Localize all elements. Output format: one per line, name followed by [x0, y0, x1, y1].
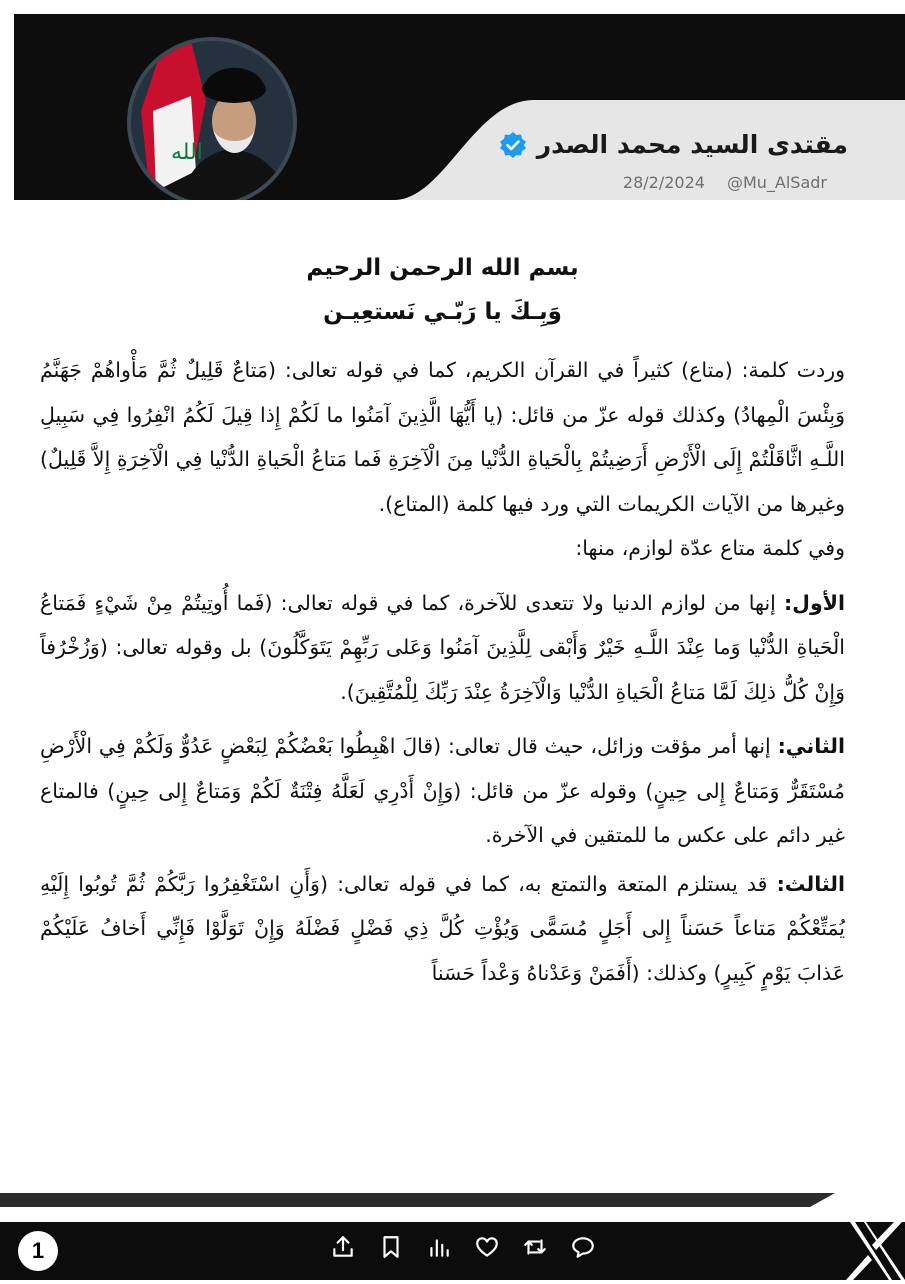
- third-point: [40, 862, 845, 996]
- profile-photo[interactable]: [127, 37, 297, 200]
- like-icon[interactable]: [472, 1232, 502, 1262]
- x-logo-icon: [846, 1222, 905, 1280]
- account-name[interactable]: مقتدى السيد محمد الصدر: [536, 130, 848, 159]
- profile-header: [14, 14, 905, 200]
- post-footer: [0, 1222, 905, 1280]
- second-point-label: الثاني:: [777, 734, 845, 758]
- views-icon[interactable]: [424, 1232, 454, 1262]
- post-text: [40, 250, 845, 995]
- first-point: [40, 581, 845, 715]
- first-point-label: الأول:: [783, 590, 845, 615]
- post-meta: [623, 173, 827, 192]
- divider: [0, 1193, 835, 1207]
- invocation-line: وَبِـكَ يا رَبّـي نَستعِيـن: [323, 299, 562, 325]
- third-point-label: الثالث:: [776, 871, 845, 896]
- first-point-text: إنها من لوازم الدنيا ولا تتعدى للآخرة، كما في قوله تعالى: (فَما أُوتِيتُمْ مِنْ شَيْءٍ فَمَتاعُ الْحَياةِ الدُّنْيا وَما عِنْدَ اللَّـهِ خَيْرٌ وَأَبْقى لِلَّذِينَ آمَنُوا وَعَلى رَبِّهِمْ يَتَوَكَّلُونَ) بل وقوله تعالى: (وَزُخْرُفاً وَإِنْ كُلُّ ذلِكَ لَمَّا مَتاعُ الْحَياةِ الدُّنْيا وَالْآخِرَةُ عِنْدَ رَبِّكَ لِلْمُتَّقِينَ).: [40, 590, 845, 704]
- page-number-badge: 1: [18, 1231, 58, 1271]
- svg-text:الله: الله: [171, 140, 203, 165]
- action-bar: [328, 1232, 598, 1262]
- bookmark-icon[interactable]: [376, 1232, 406, 1262]
- second-point-text: إنها أمر مؤقت وزائل، حيث قال تعالى: (قالَ اهْبِطُوا بَعْضُكُمْ لِبَعْضٍ عَدُوٌّ وَلَكُمْ فِي الْأَرْضِ مُسْتَقَرٌّ وَمَتاعٌ إِلى حِينٍ) وقوله عزّ من قائل: (وَإِنْ أَدْرِي لَعَلَّهُ فِتْنَةٌ لَكُمْ وَمَتاعٌ إِلى حِينٍ) فالمتاع غير دائم على عكس ما للمتقين في الآخرة.: [40, 734, 845, 847]
- repost-icon[interactable]: [520, 1232, 550, 1262]
- second-point: [40, 724, 845, 858]
- basmala-heading: بسم الله الرحمن الرحيم: [306, 255, 579, 281]
- account-name-row: [499, 130, 848, 159]
- requirements-intro: وفي كلمة متاع عدّة لوازم، منها:: [575, 536, 845, 560]
- share-icon[interactable]: [328, 1232, 358, 1262]
- intro-paragraph: وردت كلمة: (متاع) كثيراً في القرآن الكريم، كما في قوله تعالى: (مَتاعٌ قَلِيلٌ ثُمَّ مَأْواهُمْ جَهَنَّمُ وَبِئْسَ الْمِهادُ) وكذلك قوله عزّ من قائل: (يا أَيُّهَا الَّذِينَ آمَنُوا ما لَكُمْ إِذا قِيلَ لَكُمُ انْفِرُوا فِي سَبِيلِ اللَّـهِ اثَّاقَلْتُمْ إِلَى الْأَرْضِ أَرَضِيتُمْ بِالْحَياةِ الدُّنْيا مِنَ الْآخِرَةِ فَما مَتاعُ الْحَياةِ الدُّنْيا فِي الْآخِرَةِ إِلاَّ قَلِيلٌ) وغيرها من الآيات الكريمات التي ورد فيها كلمة (المتاع).: [40, 358, 845, 516]
- third-point-text: قد يستلزم المتعة والتمتع به، كما في قوله تعالى: (وَأَنِ اسْتَغْفِرُوا رَبَّكُمْ ثُمَّ تُوبُوا إِلَيْهِ يُمَتِّعْكُمْ مَتاعاً حَسَناً إِلى أَجَلٍ مُسَمًّى وَيُؤْتِ كُلَّ ذِي فَضْلٍ فَضْلَهُ وَإِنْ تَوَلَّوْا فَإِنِّي أَخافُ عَلَيْكُمْ عَذابَ يَوْمٍ كَبِيرٍ) وكذلك: (أَفَمَنْ وَعَدْناهُ وَعْداً حَسَناً: [40, 871, 845, 985]
- reply-icon[interactable]: [568, 1232, 598, 1262]
- account-handle[interactable]: @Mu_AlSadr: [726, 173, 827, 192]
- verified-badge-icon: [499, 131, 527, 159]
- post-date: 28/2/2024: [622, 173, 705, 192]
